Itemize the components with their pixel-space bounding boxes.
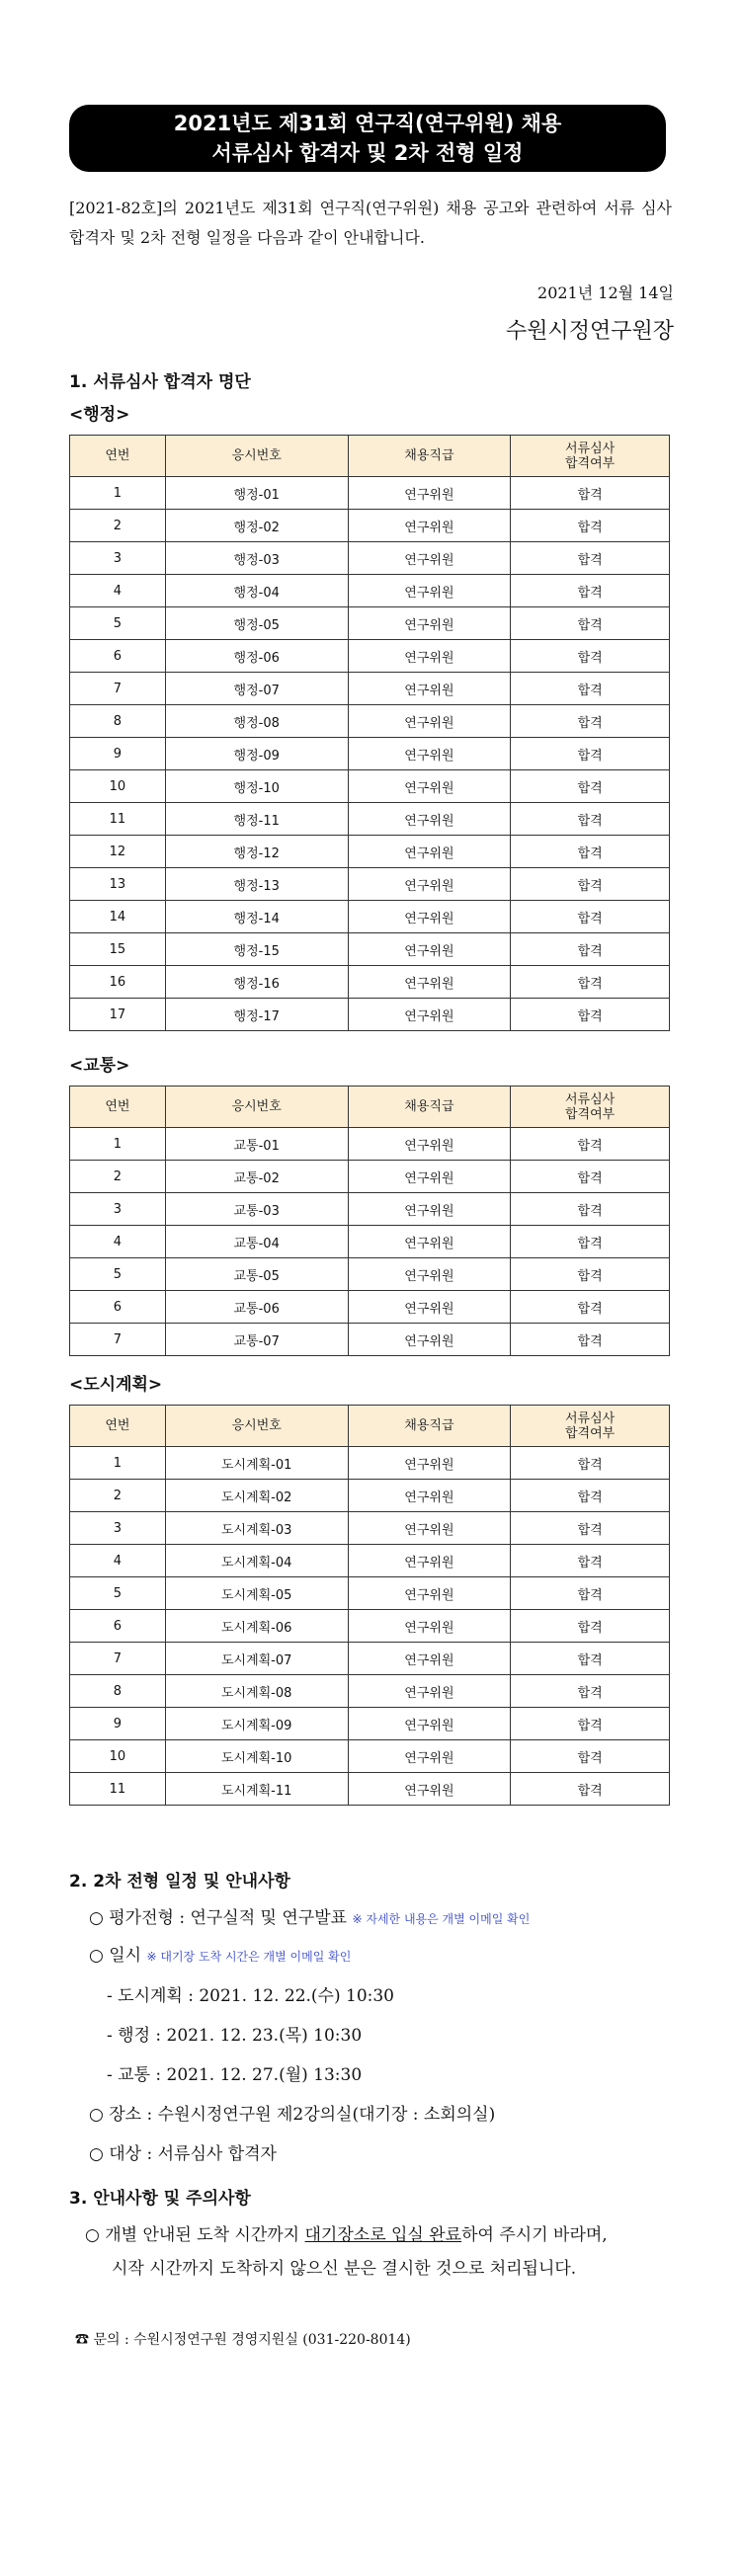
table-row <box>70 1577 670 1610</box>
column-header <box>165 436 348 477</box>
table-cell: 도시계획-03 <box>165 1512 348 1545</box>
table-cell: 연구위원 <box>348 1512 511 1545</box>
table-cell: 연구위원 <box>348 1773 511 1806</box>
table-row <box>70 1193 670 1226</box>
table-cell: 연구위원 <box>348 738 511 770</box>
table-cell: 행정-13 <box>165 868 348 901</box>
table-row <box>70 607 670 640</box>
table-cell: 행정-16 <box>165 966 348 999</box>
table-cell: 연구위원 <box>348 1193 511 1226</box>
title-line-1: 2021년도 제31회 연구직(연구위원) 채용 <box>173 112 562 135</box>
schedule-item: - 교통 : 2021. 12. 27.(월) 13:30 <box>107 2065 363 2085</box>
table-cell: 행정-14 <box>165 901 348 933</box>
table-cell: 4 <box>70 1226 166 1258</box>
table-cell: 연구위원 <box>348 1161 511 1193</box>
table-cell: 8 <box>70 1675 166 1708</box>
table-cell: 행정-12 <box>165 836 348 868</box>
table-row <box>70 1708 670 1740</box>
table-cell: 행정-10 <box>165 770 348 803</box>
table-cell: 연구위원 <box>348 1226 511 1258</box>
table-cell: 교통-06 <box>165 1291 348 1324</box>
column-header-text: 합격여부 <box>565 455 616 471</box>
table-cell: 연구위원 <box>348 1480 511 1512</box>
table-cell: 1 <box>70 1128 166 1161</box>
column-header-text: 합격여부 <box>565 1425 616 1441</box>
table-cell: 합격 <box>511 901 670 933</box>
table-cell: 합격 <box>511 1161 670 1193</box>
table-cell: 10 <box>70 770 166 803</box>
table-row <box>70 966 670 999</box>
table-cell: 연구위원 <box>348 1708 511 1740</box>
table-cell: 연구위원 <box>348 1128 511 1161</box>
table-header <box>70 436 670 477</box>
table-cell: 합격 <box>511 1545 670 1577</box>
table-cell: 행정-15 <box>165 933 348 966</box>
table-cell: 연구위원 <box>348 542 511 575</box>
table-cell: 합격 <box>511 999 670 1031</box>
table-cell: 합격 <box>511 510 670 542</box>
table-cell: 연구위원 <box>348 705 511 738</box>
column-header-text: 연번 <box>105 1099 130 1114</box>
column-header <box>348 1087 511 1128</box>
column-header-text: 연번 <box>105 448 130 463</box>
table-row <box>70 673 670 705</box>
table-cell: 합격 <box>511 1740 670 1773</box>
table-cell: 합격 <box>511 1773 670 1806</box>
table-row <box>70 1128 670 1161</box>
table-cell: 11 <box>70 803 166 836</box>
title-line-2: 서류심사 합격자 및 2차 전형 일정 <box>211 141 524 165</box>
table-row <box>70 1447 670 1480</box>
table-header <box>70 1087 670 1128</box>
table-cell: 행정-08 <box>165 705 348 738</box>
table-cell: 합격 <box>511 1226 670 1258</box>
table-cell: 도시계획-09 <box>165 1708 348 1740</box>
table-cell: 연구위원 <box>348 1291 511 1324</box>
section-3-heading: 3. 안내사항 및 주의사항 <box>69 2189 251 2209</box>
notice-line-1 <box>85 2220 608 2245</box>
table-cell: 7 <box>70 1324 166 1356</box>
table-cell: 7 <box>70 673 166 705</box>
column-header-text: 응시번호 <box>231 1418 282 1433</box>
table-row <box>70 1226 670 1258</box>
table-cell: 합격 <box>511 933 670 966</box>
table-row <box>70 1610 670 1643</box>
table-cell: 행정-11 <box>165 803 348 836</box>
table-cell: 9 <box>70 738 166 770</box>
column-header-text: 합격여부 <box>565 1106 616 1122</box>
table-row <box>70 770 670 803</box>
table-cell: 교통-02 <box>165 1161 348 1193</box>
table-cell: 도시계획-05 <box>165 1577 348 1610</box>
table-cell: 합격 <box>511 868 670 901</box>
table-header <box>70 1406 670 1447</box>
intro-paragraph: [2021-82호]의 2021년도 제31회 연구직(연구위원) 채용 공고와 관련하여 서류 심사 합격자 및 2차 전형 일정을 다음과 같이 안내합니다. <box>69 199 672 247</box>
table-cell: 도시계획-07 <box>165 1643 348 1675</box>
table-cell: 연구위원 <box>348 1610 511 1643</box>
table-row <box>70 803 670 836</box>
table-cell: 연구위원 <box>348 901 511 933</box>
schedule-note: ※ 대기장 도착 시간은 개별 이메일 확인 <box>146 1950 352 1964</box>
table-cell: 6 <box>70 640 166 673</box>
section-2-heading: 2. 2차 전형 일정 및 안내사항 <box>69 1872 290 1892</box>
table-cell: 1 <box>70 1447 166 1480</box>
table-row <box>70 1480 670 1512</box>
table-cell: 행정-04 <box>165 575 348 607</box>
table-row <box>70 933 670 966</box>
table-cell: 행정-09 <box>165 738 348 770</box>
result-table <box>69 1405 670 1806</box>
table-cell: 연구위원 <box>348 966 511 999</box>
table-cell: 연구위원 <box>348 1740 511 1773</box>
table-cell: 합격 <box>511 738 670 770</box>
table-cell: 합격 <box>511 575 670 607</box>
column-header <box>165 1406 348 1447</box>
column-header <box>511 1406 670 1447</box>
table-cell: 도시계획-11 <box>165 1773 348 1806</box>
table-cell: 합격 <box>511 640 670 673</box>
table-row <box>70 1675 670 1708</box>
table-cell: 교통-04 <box>165 1226 348 1258</box>
table-cell: 17 <box>70 999 166 1031</box>
table-cell: 합격 <box>511 705 670 738</box>
table-row <box>70 999 670 1031</box>
table-row <box>70 836 670 868</box>
table-cell: 합격 <box>511 1512 670 1545</box>
notice-date: 2021년 12월 14일 <box>537 283 674 302</box>
table-cell: 12 <box>70 836 166 868</box>
table-cell: 행정-03 <box>165 542 348 575</box>
table-cell: 합격 <box>511 1258 670 1291</box>
table-cell: 도시계획-04 <box>165 1545 348 1577</box>
table-cell: 합격 <box>511 836 670 868</box>
schedule-text: ○ 일시 <box>89 1946 142 1966</box>
table-row <box>70 705 670 738</box>
table-cell: 3 <box>70 1193 166 1226</box>
table-cell: 연구위원 <box>348 477 511 510</box>
column-header <box>348 436 511 477</box>
column-header <box>511 436 670 477</box>
result-table <box>69 1086 670 1356</box>
table-cell: 연구위원 <box>348 510 511 542</box>
table-cell: 도시계획-06 <box>165 1610 348 1643</box>
table-cell: 연구위원 <box>348 1545 511 1577</box>
column-header-text: 응시번호 <box>231 1099 282 1114</box>
table-cell: 연구위원 <box>348 1324 511 1356</box>
table-cell: 행정-17 <box>165 999 348 1031</box>
column-header-text: 서류심사 <box>565 1091 616 1107</box>
table-cell: 합격 <box>511 542 670 575</box>
table-cell: 합격 <box>511 477 670 510</box>
table-row <box>70 901 670 933</box>
table-cell: 합격 <box>511 1128 670 1161</box>
table-row <box>70 640 670 673</box>
column-header-text: 채용직급 <box>404 448 454 463</box>
column-header <box>348 1406 511 1447</box>
table-cell: 연구위원 <box>348 836 511 868</box>
table-cell: 연구위원 <box>348 1447 511 1480</box>
table-cell: 합격 <box>511 1193 670 1226</box>
column-header <box>70 1087 166 1128</box>
table-cell: 합격 <box>511 607 670 640</box>
table-cell: 7 <box>70 1643 166 1675</box>
target-line: ○ 대상 : 서류심사 합격자 <box>89 2144 277 2164</box>
notice-text-a: ○ 개별 안내된 도착 시간까지 <box>85 2225 305 2245</box>
table-cell: 합격 <box>511 1675 670 1708</box>
table-row <box>70 1291 670 1324</box>
place-line: ○ 장소 : 수원시정연구원 제2강의실(대기장 : 소회의실) <box>89 2105 496 2125</box>
table-cell: 합격 <box>511 673 670 705</box>
table-row <box>70 1258 670 1291</box>
column-header-text: 응시번호 <box>231 448 282 463</box>
table-cell: 교통-05 <box>165 1258 348 1291</box>
table-cell: 행정-07 <box>165 673 348 705</box>
table-cell: 1 <box>70 477 166 510</box>
table-cell: 도시계획-08 <box>165 1675 348 1708</box>
table-cell: 교통-03 <box>165 1193 348 1226</box>
table-row <box>70 738 670 770</box>
table-cell: 합격 <box>511 1447 670 1480</box>
issuer: 수원시정연구원장 <box>505 319 674 344</box>
table-cell: 합격 <box>511 1643 670 1675</box>
eval-line <box>89 1903 530 1928</box>
table-cell: 11 <box>70 1773 166 1806</box>
table-cell: 연구위원 <box>348 868 511 901</box>
group-label: <행정> <box>69 405 130 425</box>
table-cell: 합격 <box>511 1708 670 1740</box>
table-row <box>70 868 670 901</box>
table-row <box>70 542 670 575</box>
table-cell: 합격 <box>511 1610 670 1643</box>
table-cell: 합격 <box>511 1324 670 1356</box>
group-label: <교통> <box>69 1056 130 1076</box>
column-header-text: 채용직급 <box>404 1418 454 1433</box>
table-cell: 행정-06 <box>165 640 348 673</box>
table-row <box>70 575 670 607</box>
table-row <box>70 477 670 510</box>
table-cell: 합격 <box>511 803 670 836</box>
table-row <box>70 1773 670 1806</box>
notice-line-2: 시작 시간까지 도착하지 않으신 분은 결시한 것으로 처리됩니다. <box>112 2259 577 2279</box>
table-cell: 5 <box>70 1258 166 1291</box>
table-cell: 4 <box>70 575 166 607</box>
notice-text-b: 하여 주시기 바라며, <box>461 2225 608 2245</box>
column-header <box>165 1087 348 1128</box>
column-header-text: 채용직급 <box>404 1099 454 1114</box>
group-label: <도시계획> <box>69 1375 163 1395</box>
table-cell: 13 <box>70 868 166 901</box>
table-cell: 도시계획-10 <box>165 1740 348 1773</box>
schedule-item: - 행정 : 2021. 12. 23.(목) 10:30 <box>107 2026 363 2046</box>
notice-underlined: 대기장소로 입실 완료 <box>304 2225 462 2245</box>
table-cell: 합격 <box>511 1480 670 1512</box>
table-cell: 2 <box>70 510 166 542</box>
table-row <box>70 1740 670 1773</box>
table-row <box>70 1161 670 1193</box>
table-cell: 15 <box>70 933 166 966</box>
column-header-text: 연번 <box>105 1418 130 1433</box>
table-cell: 3 <box>70 1512 166 1545</box>
column-header <box>511 1087 670 1128</box>
schedule-item: - 도시계획 : 2021. 12. 22.(수) 10:30 <box>107 1986 394 2006</box>
table-cell: 행정-02 <box>165 510 348 542</box>
table-cell: 2 <box>70 1161 166 1193</box>
table-cell: 연구위원 <box>348 1577 511 1610</box>
eval-text: ○ 평가전형 : 연구실적 및 연구발표 <box>89 1908 348 1928</box>
table-cell: 2 <box>70 1480 166 1512</box>
table-cell: 합격 <box>511 1577 670 1610</box>
table-cell: 연구위원 <box>348 1643 511 1675</box>
table-row <box>70 1643 670 1675</box>
table-cell: 합격 <box>511 966 670 999</box>
result-table <box>69 435 670 1031</box>
table-cell: 4 <box>70 1545 166 1577</box>
table-cell: 8 <box>70 705 166 738</box>
contact-info: ☎ 문의 : 수원시정연구원 경영지원실 (031-220-8014) <box>75 2332 411 2348</box>
table-cell: 10 <box>70 1740 166 1773</box>
title-banner <box>69 105 666 172</box>
table-row <box>70 510 670 542</box>
table-row <box>70 1512 670 1545</box>
table-cell: 6 <box>70 1291 166 1324</box>
table-cell: 합격 <box>511 770 670 803</box>
table-cell: 교통-01 <box>165 1128 348 1161</box>
table-cell: 교통-07 <box>165 1324 348 1356</box>
column-header-text: 서류심사 <box>565 1410 616 1426</box>
eval-note: ※ 자세한 내용은 개별 이메일 확인 <box>352 1912 531 1926</box>
table-cell: 5 <box>70 607 166 640</box>
table-cell: 연구위원 <box>348 673 511 705</box>
table-cell: 3 <box>70 542 166 575</box>
schedule-line <box>89 1941 351 1966</box>
table-cell: 연구위원 <box>348 1675 511 1708</box>
table-cell: 연구위원 <box>348 640 511 673</box>
table-row <box>70 1324 670 1356</box>
table-row <box>70 1545 670 1577</box>
column-header <box>70 1406 166 1447</box>
section-1-heading: 1. 서류심사 합격자 명단 <box>69 372 251 392</box>
table-cell: 도시계획-01 <box>165 1447 348 1480</box>
table-cell: 도시계획-02 <box>165 1480 348 1512</box>
table-cell: 연구위원 <box>348 770 511 803</box>
table-cell: 6 <box>70 1610 166 1643</box>
table-cell: 행정-05 <box>165 607 348 640</box>
table-cell: 연구위원 <box>348 1258 511 1291</box>
table-cell: 연구위원 <box>348 607 511 640</box>
table-cell: 14 <box>70 901 166 933</box>
table-cell: 연구위원 <box>348 999 511 1031</box>
table-cell: 행정-01 <box>165 477 348 510</box>
table-cell: 5 <box>70 1577 166 1610</box>
table-cell: 연구위원 <box>348 803 511 836</box>
column-header-text: 서류심사 <box>565 441 616 456</box>
table-cell: 연구위원 <box>348 933 511 966</box>
table-cell: 합격 <box>511 1291 670 1324</box>
table-cell: 16 <box>70 966 166 999</box>
table-cell: 9 <box>70 1708 166 1740</box>
column-header <box>70 436 166 477</box>
table-cell: 연구위원 <box>348 575 511 607</box>
